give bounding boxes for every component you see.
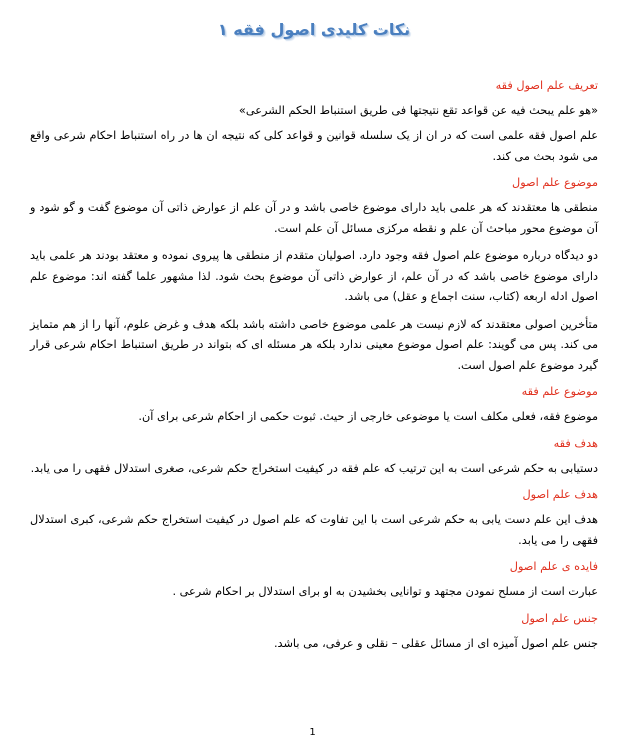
section-heading-goal-usul: هدف علم اصول bbox=[522, 488, 598, 501]
section-genus-usul bbox=[30, 610, 598, 655]
subject-usul-paragraph-3: متأخرین اصولی معتقدند که لازم نیست هر علمی موضوع خاصی داشته باشد بلکه هدف و غرض علوم، آنها را از هم متمایز می کند. پس می گویند: علم اصول موضوع معینی ندارد بلکه هر مسئله ای که بتواند در طریق استنباط احکام شرعی قرار گیرد موضوع علم اصول است. bbox=[30, 317, 598, 372]
section-definition bbox=[30, 77, 598, 167]
section-heading-subject-usul: موضوع علم اصول bbox=[511, 176, 598, 189]
section-heading-goal-fiqh: هدف فقه bbox=[553, 436, 598, 450]
definition-quote: «هو علم یبحث فیه عن قواعد تقع نتیجتها فی طریق استنباط الحکم الشرعی» bbox=[238, 104, 598, 117]
benefit-usul-paragraph: عبارت است از مسلح نمودن مجتهد و توانایی بخشیدن به او برای استدلال بر احکام شرعی . bbox=[172, 585, 598, 598]
section-heading-definition: تعریف علم اصول فقه bbox=[495, 79, 598, 92]
section-subject-fiqh bbox=[30, 383, 598, 428]
section-heading-benefit-usul: فایده ی علم اصول bbox=[509, 560, 598, 573]
genus-usul-paragraph: جنس علم اصول آمیزه ای از مسائل عقلی – نقلی و عرفی، می باشد. bbox=[273, 636, 598, 650]
page-number: 1 bbox=[309, 727, 316, 738]
definition-paragraph: علم اصول فقه علمی است که در ان از یک سلسله قوانین و قواعد کلی که نتیجه ان ها در راه استنباط احکام شرعی واقع می شود بحث می کند. bbox=[30, 129, 598, 163]
goal-usul-paragraph: هدف این علم دست یابی به حکم شرعی است با این تفاوت که علم اصول در کیفیت استخراج حکم شرعی، کبری استدلال فقهی را می یابد. bbox=[30, 513, 598, 547]
subject-fiqh-paragraph: موضوع فقه، فعلی مکلف است یا موضوعی خارجی از حیث. ثبوت حکمی از احکام شرعی برای آن. bbox=[138, 410, 598, 423]
section-heading-genus-usul: جنس علم اصول bbox=[521, 611, 598, 625]
section-subject-usul bbox=[30, 174, 598, 376]
document-title: نکات کلیدی اصول فقه ۱ bbox=[217, 20, 411, 39]
section-heading-subject-fiqh: موضوع علم فقه bbox=[521, 385, 598, 398]
subject-usul-paragraph-1: منطقی ها معتقدند که هر علمی باید دارای موضوع خاصی باشد و در آن علم از عوارض ذاتی آن موضوع گفت و گو شود و آن موضوع محور مباحث آن علم و نقطه مرکزی مسائل آن علم است. bbox=[30, 201, 598, 235]
subject-usul-paragraph-2: دو دیدگاه درباره موضوع علم اصول فقه وجود دارد. اصولیان متقدم از منطقی ها پیروی نموده و معتقد بودند هر علمی باید دارای موضوع خاصی باشد که در آن علم، از عوارض ذاتی آن موضوع بحث شود. لذا مشهور علما گفته اند: موضوع علم اصول ادله اربعه (کتاب، سنت اجماع و عقل) می باشد. bbox=[30, 249, 598, 303]
section-goal-usul bbox=[30, 486, 598, 551]
section-goal-fiqh bbox=[30, 435, 598, 480]
section-benefit-usul bbox=[30, 558, 598, 603]
goal-fiqh-paragraph: دستیابی به حکم شرعی است به این ترتیب که علم فقه در کیفیت استخراج حکم شرعی، صغری استدلال فقهی را می یابد. bbox=[30, 461, 598, 475]
